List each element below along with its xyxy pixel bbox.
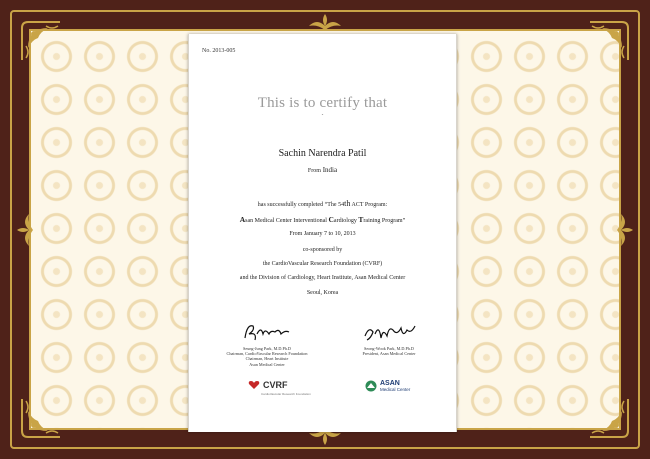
certificate-document [188,34,457,432]
corner-ornament-icon [586,395,632,441]
location: Seoul, Korea [306,290,339,296]
foundation-name: the CardioVascular Research Foundation (CVRF) [262,261,383,267]
asan-logo [365,380,410,392]
recipient-country: India [322,166,338,174]
signatory-left [217,320,317,367]
completion-text: has successfully completed “The 54 [257,202,345,208]
program-initial-t: T [358,215,364,224]
cvrf-wordmark: CVRF [263,380,288,390]
signatory-title: Chairman, Heart Institute [245,356,289,362]
ordinal-suffix: th [344,199,351,208]
program-name [189,215,456,224]
corner-ornament-icon [586,18,632,64]
signatory-name: Seung-Jung Park, M.D.Ph.D [243,346,291,351]
certificate-number: No. 2013-005 [202,48,236,54]
program-initial-a: A [239,215,246,224]
program-text-3: raining Program” [363,218,406,224]
signatory-name: Seong-Wook Park, M.D.Ph.D [364,346,414,351]
fleur-ornament-icon [613,212,635,248]
recipient-name: Sachin Narendra Patil [278,148,367,159]
signatory-right [339,320,439,356]
asan-subtitle: Medical Center [380,387,411,392]
asan-wordmark: ASAN [380,380,400,387]
fleur-ornament-icon [307,12,343,34]
cvrf-tagline: CardioVascular Research Foundation [261,392,311,396]
division-name: and the Division of Cardiology, Heart Institute, Asan Medical Center [239,275,406,281]
from-line [189,166,456,174]
completion-text-end: ACT Program: [350,202,388,208]
program-text-1: san Medical Center Interventional [245,218,329,224]
completion-statement [189,199,456,208]
cvrf-heart-icon [248,380,260,390]
signature-right-icon [361,320,417,344]
signatory-title: Chairman, CardioVascular Research Foundation [226,351,308,357]
from-prefix: From [307,168,321,174]
stray-mark: ` [321,113,324,121]
program-text-2: ardiology [333,218,359,224]
signatory-title: Asan Medical Center [249,361,285,367]
corner-ornament-icon [18,18,64,64]
fleur-ornament-icon [15,212,37,248]
cosponsor-label: co-sponsored by [302,247,343,253]
certify-heading: This is to certify that [257,95,388,111]
signatory-title: President, Asan Medical Center [362,351,416,357]
corner-ornament-icon [18,395,64,441]
program-dates: From January 7 to 10, 2013 [289,231,356,237]
program-initial-c: C [328,215,334,224]
asan-emblem-icon [365,380,377,392]
cvrf-logo [248,380,311,396]
signature-left-icon [241,320,293,344]
